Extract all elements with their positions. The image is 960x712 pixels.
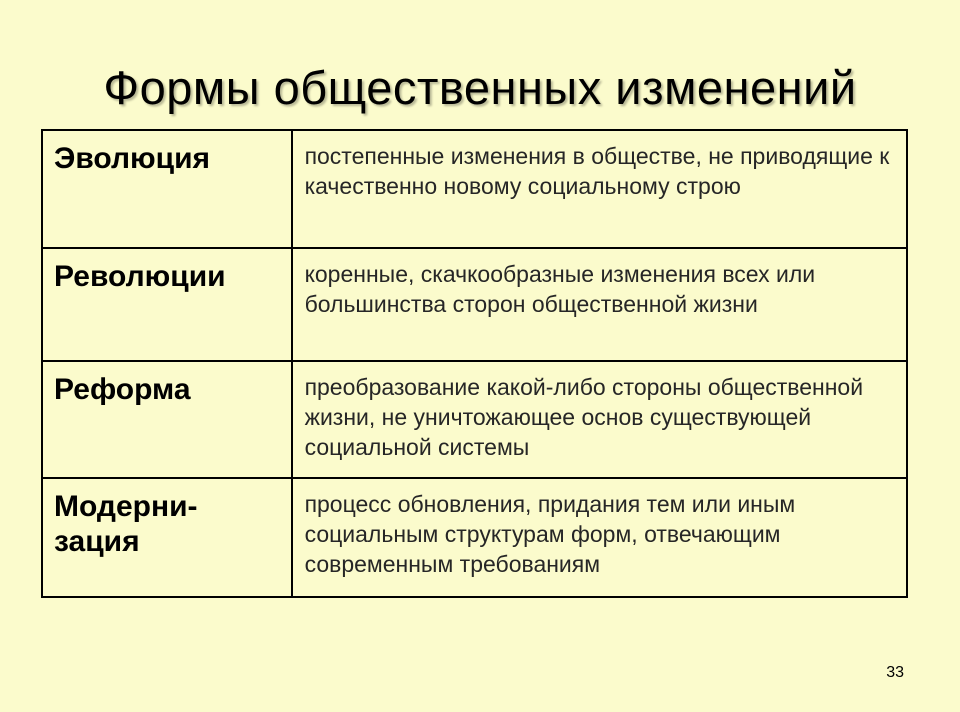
definition-cell <box>292 361 907 478</box>
term-modernization: Модерни-зация <box>54 490 198 558</box>
definition-revolution: коренные, скачкообразные изменения всех или большинства сторон общественной жизни <box>304 261 816 317</box>
term-revolution: Революции <box>54 260 226 293</box>
forms-table <box>41 129 908 598</box>
term-reform: Реформа <box>54 373 191 406</box>
definition-reform: преобразование какой-либо стороны общественной жизни, не уничтожающее основ существующей социальной системы <box>304 374 864 460</box>
term-evolution: Эволюция <box>54 142 211 175</box>
definition-cell <box>292 130 907 248</box>
table-row-evolution <box>42 130 907 248</box>
slide-title: Формы общественных изменений <box>103 61 857 114</box>
definition-modernization: процесс обновления, придания тем или иным социальным структурам форм, отвечающим современным требованиям <box>304 491 796 577</box>
definition-evolution: постепенные изменения в обществе, не приводящие к качественно новому социальному строю <box>304 143 890 199</box>
table-row-modernization <box>42 478 907 597</box>
term-cell <box>42 478 292 597</box>
table-row-revolution <box>42 248 907 361</box>
term-cell <box>42 248 292 361</box>
definition-cell <box>292 478 907 597</box>
table-row-reform <box>42 361 907 478</box>
definition-cell <box>292 248 907 361</box>
page-number: 33 <box>886 664 904 681</box>
term-cell <box>42 361 292 478</box>
term-cell <box>42 130 292 248</box>
